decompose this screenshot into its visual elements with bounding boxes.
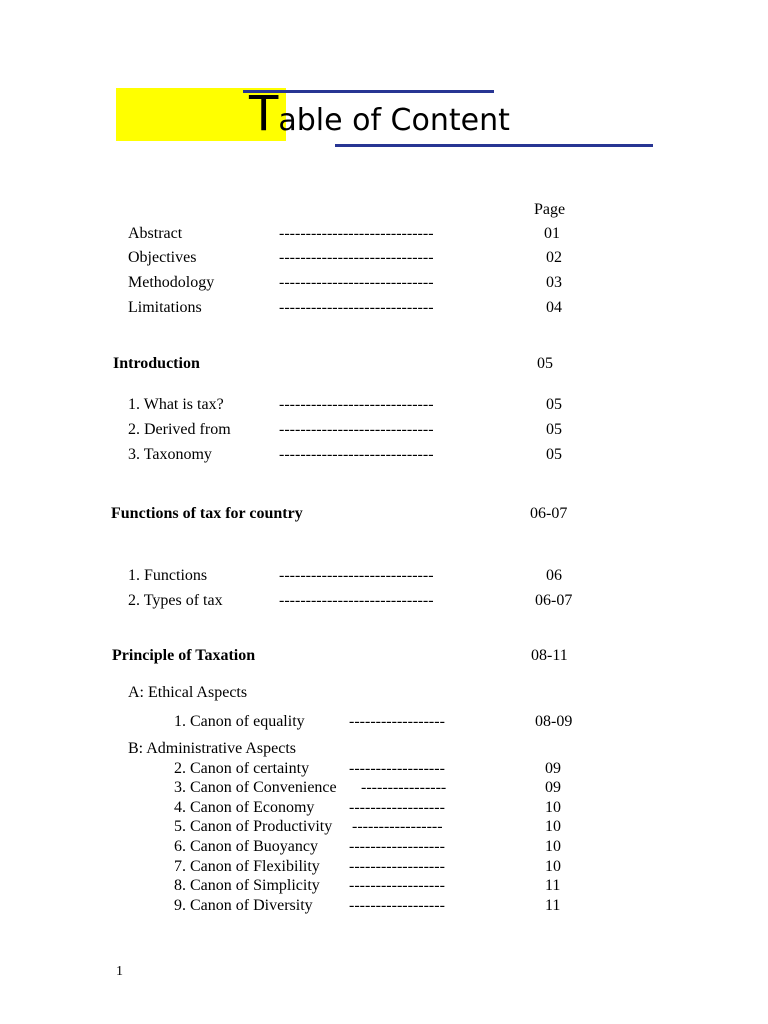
toc-label: 4. Canon of Economy bbox=[174, 799, 315, 816]
page-title bbox=[249, 86, 510, 142]
toc-page: 02 bbox=[546, 249, 562, 266]
toc-dots: ------------------ bbox=[349, 760, 445, 777]
toc-page: 06 bbox=[546, 567, 562, 584]
toc-dots: ----------------------------- bbox=[279, 396, 434, 413]
subsection-heading: A: Ethical Aspects bbox=[128, 684, 248, 701]
toc-label: 2. Canon of certainty bbox=[174, 760, 310, 777]
toc-page: 11 bbox=[545, 897, 561, 914]
page-column-label: Page bbox=[534, 201, 566, 218]
toc-page: 09 bbox=[545, 779, 561, 796]
toc-label: 1. What is tax? bbox=[128, 396, 224, 413]
toc-dots: ----------------------------- bbox=[279, 299, 434, 316]
toc-dots: ----------------------------- bbox=[279, 446, 434, 463]
section-page: 06-07 bbox=[530, 505, 568, 522]
toc-dots: ------------------ bbox=[349, 838, 445, 855]
toc-dots: ----------------------------- bbox=[279, 567, 434, 584]
toc-page: 08-09 bbox=[535, 713, 573, 730]
toc-label: Objectives bbox=[128, 249, 197, 266]
toc-dots: ------------------ bbox=[349, 877, 445, 894]
title-rest: able of Content bbox=[278, 103, 510, 138]
toc-label: 1. Canon of equality bbox=[174, 713, 305, 730]
toc-label: 7. Canon of Flexibility bbox=[174, 858, 320, 875]
toc-label: Abstract bbox=[128, 225, 183, 242]
toc-dots: ------------------ bbox=[349, 858, 445, 875]
toc-dots: ---------------- bbox=[361, 779, 447, 796]
toc-page: 10 bbox=[545, 838, 561, 855]
toc-label: 3. Taxonomy bbox=[128, 446, 212, 463]
toc-dots: ----------------------------- bbox=[279, 592, 434, 609]
title-first-letter: T bbox=[249, 86, 279, 142]
toc-page: 05 bbox=[546, 421, 562, 438]
toc-label: 8. Canon of Simplicity bbox=[174, 877, 320, 894]
toc-label: 6. Canon of Buoyancy bbox=[174, 838, 318, 855]
toc-label: 2. Types of tax bbox=[128, 592, 223, 609]
toc-page: 09 bbox=[545, 760, 561, 777]
toc-label: 3. Canon of Convenience bbox=[174, 779, 337, 796]
subsection-heading: B: Administrative Aspects bbox=[128, 740, 296, 757]
title-rule-bottom bbox=[335, 144, 653, 147]
toc-dots: ----------------------------- bbox=[279, 249, 434, 266]
toc-dots: ------------------ bbox=[349, 799, 445, 816]
toc-dots: ----------------------------- bbox=[279, 274, 434, 291]
toc-dots: ------------------ bbox=[349, 713, 445, 730]
section-page: 08-11 bbox=[531, 647, 568, 664]
toc-dots: ------------------ bbox=[349, 897, 445, 914]
toc-label: 9. Canon of Diversity bbox=[174, 897, 313, 914]
toc-page: 10 bbox=[545, 818, 561, 835]
toc-label: Methodology bbox=[128, 274, 215, 291]
toc-dots: ----------------------------- bbox=[279, 225, 434, 242]
toc-label: Limitations bbox=[128, 299, 202, 316]
toc-dots: ----------------------------- bbox=[279, 421, 434, 438]
toc-page: 10 bbox=[545, 858, 561, 875]
toc-page: 05 bbox=[546, 396, 562, 413]
toc-page: 10 bbox=[545, 799, 561, 816]
toc-page: 01 bbox=[544, 225, 560, 242]
section-heading: Principle of Taxation bbox=[112, 647, 256, 664]
section-page: 05 bbox=[537, 355, 553, 372]
toc-page: 05 bbox=[546, 446, 562, 463]
toc-label: 5. Canon of Productivity bbox=[174, 818, 333, 835]
toc-page: 04 bbox=[546, 299, 562, 316]
toc-label: 2. Derived from bbox=[128, 421, 231, 438]
toc-label: 1. Functions bbox=[128, 567, 208, 584]
toc-page: 03 bbox=[546, 274, 562, 291]
toc-page: 06-07 bbox=[535, 592, 573, 609]
toc-dots: ----------------- bbox=[352, 818, 443, 835]
section-heading: Introduction bbox=[113, 355, 200, 372]
section-heading: Functions of tax for country bbox=[111, 505, 303, 522]
footer-page-number: 1 bbox=[116, 964, 123, 979]
toc-page: 11 bbox=[545, 877, 561, 894]
